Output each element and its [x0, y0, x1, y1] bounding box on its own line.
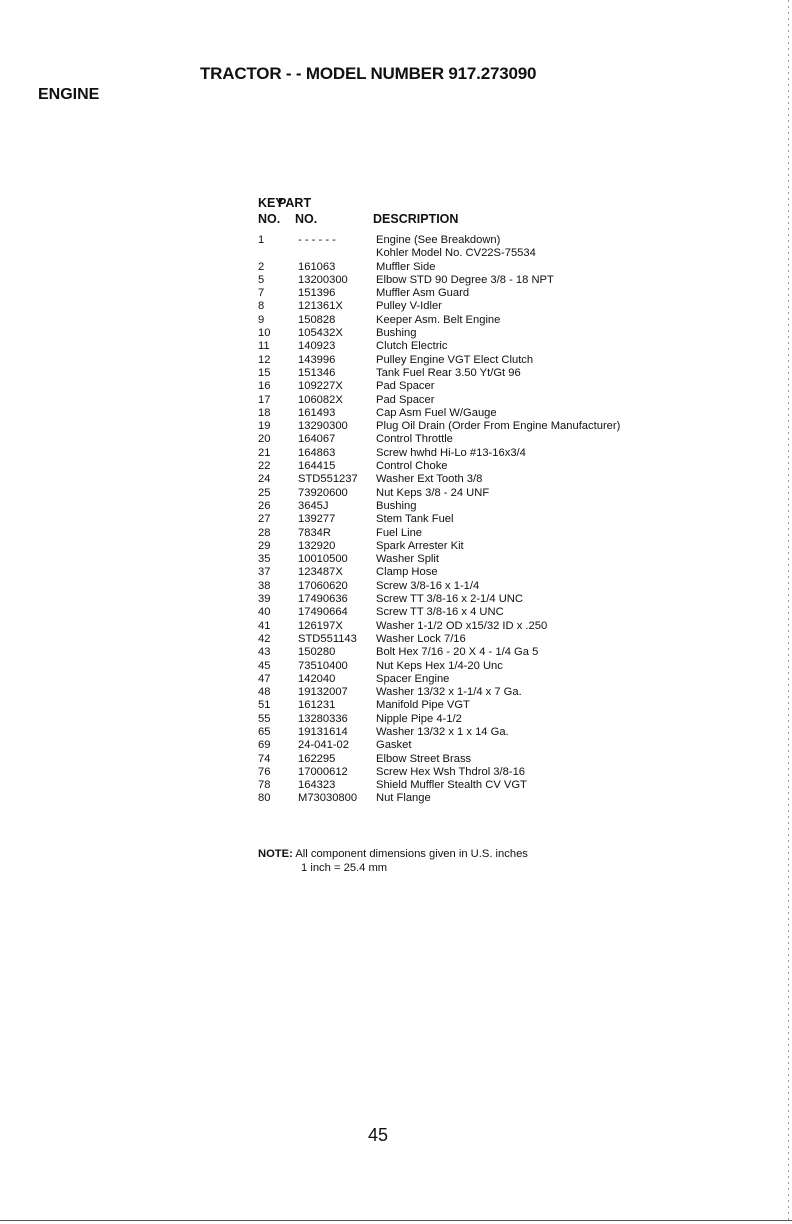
part-no: 7834R — [298, 526, 331, 539]
description: Clamp Hose — [376, 566, 438, 579]
key-no: 11 — [258, 340, 270, 353]
part-no: 150280 — [298, 646, 336, 659]
part-no: 161493 — [298, 406, 336, 419]
part-no: 17490636 — [298, 593, 348, 606]
description: Pulley V-Idler — [376, 300, 442, 313]
description: Nut Flange — [376, 792, 431, 805]
key-no: 47 — [258, 672, 271, 685]
description: Screw hwhd Hi-Lo #13-16x3/4 — [376, 446, 526, 459]
description: Manifold Pipe VGT — [376, 699, 470, 712]
description: Shield Muffler Stealth CV VGT — [376, 779, 527, 792]
key-no: 65 — [258, 725, 271, 738]
section-label: ENGINE — [38, 86, 100, 103]
key-header-line1: KEY — [258, 196, 284, 210]
key-no: 29 — [258, 539, 271, 552]
note-conversion: 1 inch = 25.4 mm — [301, 862, 388, 874]
key-no: 27 — [258, 513, 271, 526]
key-no: 19 — [258, 420, 271, 433]
part-no: 161231 — [298, 699, 336, 712]
part-no: STD551143 — [298, 632, 357, 645]
key-no: 38 — [258, 579, 271, 592]
part-no: 19131614 — [298, 725, 348, 738]
key-no: 74 — [258, 752, 271, 765]
part-no: 17000612 — [298, 765, 348, 778]
key-no: 20 — [258, 433, 271, 446]
part-no: M73030800 — [298, 792, 358, 805]
description: Bolt Hex 7/16 - 20 X 4 - 1/4 Ga 5 — [376, 646, 539, 659]
description: Stem Tank Fuel — [376, 513, 454, 526]
part-no: 3645J — [298, 499, 329, 512]
key-no: 51 — [258, 699, 271, 712]
description: Tank Fuel Rear 3.50 Yt/Gt 96 — [376, 366, 521, 379]
description: Washer 1-1/2 OD x15/32 ID x .250 — [376, 619, 548, 632]
key-no: 21 — [258, 446, 271, 459]
part-no: 109227X — [298, 380, 343, 393]
part-header-line1: PART — [278, 196, 312, 210]
description: Kohler Model No. CV22S-75534 — [376, 247, 536, 260]
part-no: 151346 — [298, 366, 336, 379]
key-no: 17 — [258, 393, 271, 406]
description: Keeper Asm. Belt Engine — [376, 313, 501, 326]
part-no: STD551237 — [298, 473, 358, 486]
part-no: 164323 — [298, 779, 336, 792]
key-no: 42 — [258, 632, 271, 645]
key-no: 41 — [258, 619, 271, 632]
description: Clutch Electric — [376, 340, 448, 353]
key-no: 5 — [258, 273, 265, 286]
key-no: 1 — [258, 234, 265, 246]
part-no: 105432X — [298, 327, 343, 340]
key-no: 24 — [258, 473, 271, 486]
part-no: 164863 — [298, 446, 336, 459]
part-no: 140923 — [298, 340, 336, 353]
part-no: 164067 — [298, 433, 336, 446]
key-no: 55 — [258, 712, 271, 725]
part-no: 161063 — [298, 260, 336, 273]
description: Screw TT 3/8-16 x 4 UNC — [376, 606, 504, 619]
key-no: 25 — [258, 486, 271, 499]
description: Nut Keps Hex 1/4-20 Unc — [376, 659, 503, 672]
description: Elbow STD 90 Degree 3/8 - 18 NPT — [376, 273, 554, 286]
description: Washer Lock 7/16 — [376, 632, 466, 645]
key-no: 69 — [258, 739, 271, 752]
part-no: 162295 — [298, 752, 336, 765]
description: Washer Split — [376, 553, 440, 566]
key-no: 8 — [258, 300, 265, 313]
key-no: 10 — [258, 327, 271, 340]
description: Fuel Line — [376, 526, 423, 539]
key-no: 80 — [258, 792, 271, 805]
description: Elbow Street Brass — [376, 752, 472, 765]
description: Gasket — [376, 739, 412, 752]
part-no: 123487X — [298, 566, 343, 579]
part-no: 10010500 — [298, 553, 348, 566]
description: Nut Keps 3/8 - 24 UNF — [376, 486, 490, 499]
description: Spacer Engine — [376, 672, 450, 685]
note-label: NOTE: — [258, 848, 293, 860]
description: Nipple Pipe 4-1/2 — [376, 712, 462, 725]
key-no: 9 — [258, 313, 265, 326]
key-header-line2: NO. — [258, 212, 281, 226]
note-text: All component dimensions given in U.S. inches — [295, 848, 528, 860]
part-no: 121361X — [298, 300, 343, 313]
description: Control Choke — [376, 460, 448, 473]
description: Engine (See Breakdown) — [376, 234, 501, 246]
description: Control Throttle — [376, 433, 453, 446]
description: Muffler Side — [376, 260, 436, 273]
key-no: 39 — [258, 593, 271, 606]
description: Pad Spacer — [376, 393, 435, 406]
description: Washer 13/32 x 1-1/4 x 7 Ga. — [376, 686, 522, 699]
description: Screw Hex Wsh Thdrol 3/8-16 — [376, 765, 526, 778]
description: Bushing — [376, 327, 417, 340]
key-no: 37 — [258, 566, 271, 579]
scan-edge-bottom — [0, 1220, 792, 1221]
part-no: 19132007 — [298, 686, 348, 699]
description: Pulley Engine VGT Elect Clutch — [376, 353, 534, 366]
part-no: 132920 — [298, 539, 336, 552]
part-no: 13280336 — [298, 712, 348, 725]
key-no: 22 — [258, 460, 271, 473]
key-no: 26 — [258, 499, 271, 512]
key-no: 78 — [258, 779, 271, 792]
key-no: 18 — [258, 406, 271, 419]
key-no: 7 — [258, 287, 265, 300]
part-no: - - - - - - — [298, 234, 336, 246]
part-no: 151396 — [298, 287, 336, 300]
part-no: 139277 — [298, 513, 336, 526]
key-no: 28 — [258, 526, 271, 539]
part-no: 13200300 — [298, 273, 348, 286]
part-no: 73510400 — [298, 659, 348, 672]
key-no: 45 — [258, 659, 271, 672]
description: Washer Ext Tooth 3/8 — [376, 473, 483, 486]
scan-edge-right — [788, 0, 789, 1224]
part-no: 17490664 — [298, 606, 348, 619]
description: Washer 13/32 x 1 x 14 Ga. — [376, 725, 509, 738]
key-no: 76 — [258, 765, 271, 778]
description: Bushing — [376, 499, 417, 512]
key-no: 2 — [258, 260, 265, 273]
key-no: 40 — [258, 606, 271, 619]
description-header: DESCRIPTION — [373, 212, 459, 226]
part-no: 13290300 — [298, 420, 348, 433]
part-no: 142040 — [298, 672, 336, 685]
part-no: 24-041-02 — [298, 739, 350, 752]
part-no: 150828 — [298, 313, 336, 326]
dimension-note — [258, 847, 528, 875]
description: Screw 3/8-16 x 1-1/4 — [376, 579, 480, 592]
page-number: 45 — [368, 1125, 389, 1145]
part-no: 143996 — [298, 353, 336, 366]
key-no: 48 — [258, 686, 271, 699]
part-no: 17060620 — [298, 579, 348, 592]
part-no: 106082X — [298, 393, 343, 406]
description: Pad Spacer — [376, 380, 435, 393]
description: Cap Asm Fuel W/Gauge — [376, 406, 497, 419]
key-no: 35 — [258, 553, 271, 566]
description: Plug Oil Drain (Order From Engine Manufacturer) — [376, 420, 621, 433]
key-no: 16 — [258, 380, 271, 393]
description: Screw TT 3/8-16 x 2-1/4 UNC — [376, 593, 523, 606]
description: Spark Arrester Kit — [376, 539, 464, 552]
part-no: 164415 — [298, 460, 336, 473]
part-no: 73920600 — [298, 486, 348, 499]
key-no: 43 — [258, 646, 271, 659]
page-title: TRACTOR - - MODEL NUMBER 917.273090 — [200, 64, 537, 83]
description: Muffler Asm Guard — [376, 287, 470, 300]
part-header-line2: NO. — [295, 212, 318, 226]
part-no: 126197X — [298, 619, 343, 632]
key-no: 15 — [258, 366, 271, 379]
key-no: 12 — [258, 353, 271, 366]
